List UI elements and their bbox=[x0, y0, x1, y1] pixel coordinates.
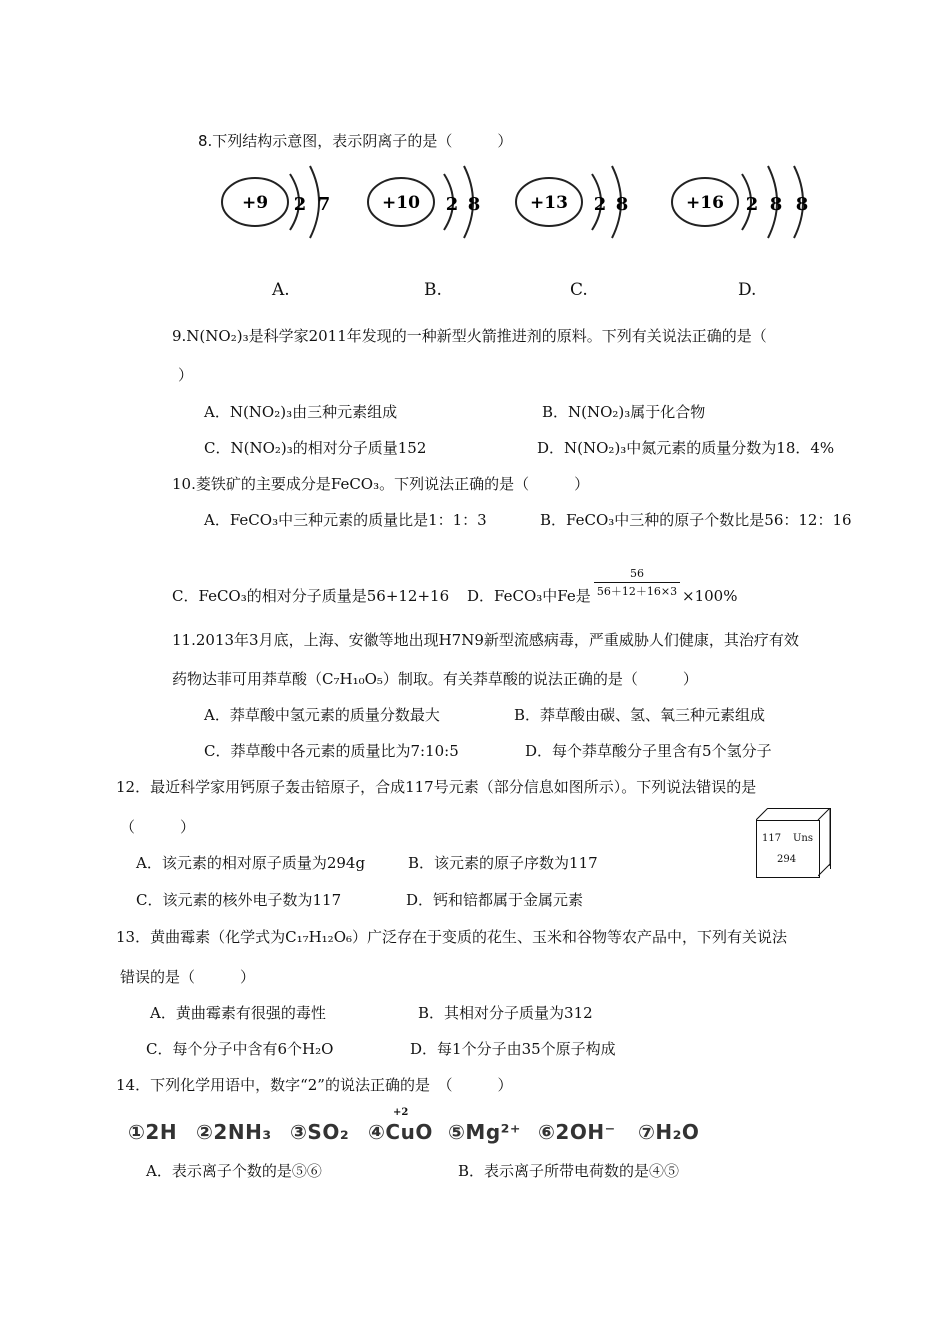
atom-diagram-c bbox=[514, 162, 644, 250]
q10-option-d-prefix: D．FeCO₃中Fe是 bbox=[467, 587, 591, 605]
q14-symbol-4: ④CuO bbox=[368, 1120, 433, 1144]
q13-option-b: B．其相对分子质量为312 bbox=[418, 1004, 593, 1022]
q11-stem-line1: 11.2013年3月底，上海、安徽等地出现H7N9新型流感病毒，严重威胁人们健康，其治疗有效 bbox=[172, 631, 799, 649]
q14-symbol-1: ①2H bbox=[128, 1120, 178, 1144]
q10-fraction-numerator: 56 bbox=[630, 567, 644, 580]
q11-option-c: C．莽草酸中各元素的质量比为7:10:5 bbox=[204, 742, 459, 760]
q8-option-b-label: B. bbox=[424, 280, 442, 300]
q8-stem: 8.下列结构示意图，表示阴离子的是（ ） bbox=[198, 132, 513, 150]
q8-option-c-label: C. bbox=[570, 280, 588, 300]
shell-d-3: 8 bbox=[795, 194, 809, 215]
q14-cuo-charge: +2 bbox=[393, 1107, 409, 1118]
q10-option-d-suffix: ×100% bbox=[682, 587, 738, 605]
shell-c-2: 8 bbox=[615, 194, 629, 215]
shell-a-2: 7 bbox=[317, 194, 331, 215]
atom-diagram-d bbox=[670, 162, 820, 250]
q11-stem-line2: 药物达菲可用莽草酸（C₇H₁₀O₅）制取。有关莽草酸的说法正确的是（ ） bbox=[172, 670, 698, 688]
q10-option-c: C．FeCO₃的相对分子质量是56+12+16 bbox=[172, 587, 450, 605]
q10-option-a: A．FeCO₃中三种元素的质量比是1：1：3 bbox=[204, 511, 487, 529]
q10-fraction bbox=[594, 568, 680, 597]
element-symbol: Uns bbox=[793, 833, 813, 844]
element-atomic-number: 117 bbox=[762, 833, 782, 844]
q10-option-b: B．FeCO₃中三种的原子个数比是56：12：16 bbox=[540, 511, 852, 529]
q10-fraction-denominator: 56＋12＋16×3 bbox=[596, 585, 678, 598]
atom-diagram-a bbox=[220, 162, 340, 250]
atom-diagram-b bbox=[366, 162, 496, 250]
shell-d-2: 8 bbox=[769, 194, 783, 215]
nucleus-c: +13 bbox=[530, 193, 568, 213]
q14-symbol-5: ⑤Mg²⁺ bbox=[448, 1120, 521, 1144]
nucleus-d: +16 bbox=[686, 193, 724, 213]
q9-option-d: D．N(NO₂)₃中氮元素的质量分数为18．4% bbox=[537, 439, 835, 457]
q13-stem-line2: 错误的是（ ） bbox=[120, 968, 256, 986]
q8-option-a-label: A. bbox=[272, 280, 290, 300]
q14-symbol-2: ②2NH₃ bbox=[196, 1120, 272, 1144]
q11-option-d: D．每个莽草酸分子里含有5个氢分子 bbox=[525, 742, 772, 760]
q9-option-b: B．N(NO₂)₃属于化合物 bbox=[542, 403, 706, 421]
q14-symbol-3: ③SO₂ bbox=[290, 1120, 350, 1144]
nucleus-b: +10 bbox=[382, 193, 420, 213]
q12-stem-cont: （ ） bbox=[120, 818, 196, 836]
shell-b-2: 8 bbox=[467, 194, 481, 215]
shell-d-1: 2 bbox=[745, 194, 759, 215]
shell-a-1: 2 bbox=[293, 194, 307, 215]
q12-option-d: D．钙和锫都属于金属元素 bbox=[406, 891, 584, 909]
q14-symbol-6: ⑥2OH⁻ bbox=[538, 1120, 616, 1144]
nucleus-a: +9 bbox=[241, 193, 269, 213]
q9-stem: 9.N(NO₂)₃是科学家2011年发现的一种新型火箭推进剂的原料。下列有关说法正确的是（ bbox=[172, 327, 767, 345]
q12-option-c: C．该元素的核外电子数为117 bbox=[136, 891, 342, 909]
q11-option-b: B．莽草酸由碳、氢、氧三种元素组成 bbox=[514, 706, 766, 724]
shell-c-1: 2 bbox=[593, 194, 607, 215]
q11-option-a: A．莽草酸中氢元素的质量分数最大 bbox=[204, 706, 440, 724]
q10-stem: 10.菱铁矿的主要成分是FeCO₃。下列说法正确的是（ ） bbox=[172, 475, 590, 493]
q14-option-b: B．表示离子所带电荷数的是④⑤ bbox=[458, 1162, 680, 1180]
q8-option-d-label: D. bbox=[738, 280, 757, 300]
shell-b-1: 2 bbox=[445, 194, 459, 215]
q14-stem: 14．下列化学用语中，数字“2”的说法正确的是 （ ） bbox=[116, 1076, 513, 1094]
q14-option-a: A．表示离子个数的是⑤⑥ bbox=[146, 1162, 322, 1180]
q14-symbol-7: ⑦H₂O bbox=[638, 1120, 700, 1144]
element-mass: 294 bbox=[777, 854, 797, 865]
q12-option-a: A．该元素的相对原子质量为294g bbox=[136, 854, 366, 872]
q13-option-a: A．黄曲霉素有很强的毒性 bbox=[150, 1004, 326, 1022]
q12-option-b: B．该元素的原子序数为117 bbox=[408, 854, 598, 872]
q13-option-c: C．每个分子中含有6个H₂O bbox=[146, 1040, 334, 1058]
q9-stem-cont: ） bbox=[178, 366, 194, 384]
q13-option-d: D．每1个分子由35个原子构成 bbox=[410, 1040, 616, 1058]
element-card-face bbox=[756, 820, 820, 878]
q12-stem: 12．最近科学家用钙原子轰击锫原子，合成117号元素（部分信息如图所示）。下列说法错误的是 bbox=[116, 778, 757, 796]
q13-stem-line1: 13．黄曲霉素（化学式为C₁₇H₁₂O₆）广泛存在于变质的花生、玉米和谷物等农产品中，下列有关说法 bbox=[116, 928, 788, 946]
q9-option-c: C．N(NO₂)₃的相对分子质量152 bbox=[204, 439, 427, 457]
q9-option-a: A．N(NO₂)₃由三种元素组成 bbox=[204, 403, 398, 421]
